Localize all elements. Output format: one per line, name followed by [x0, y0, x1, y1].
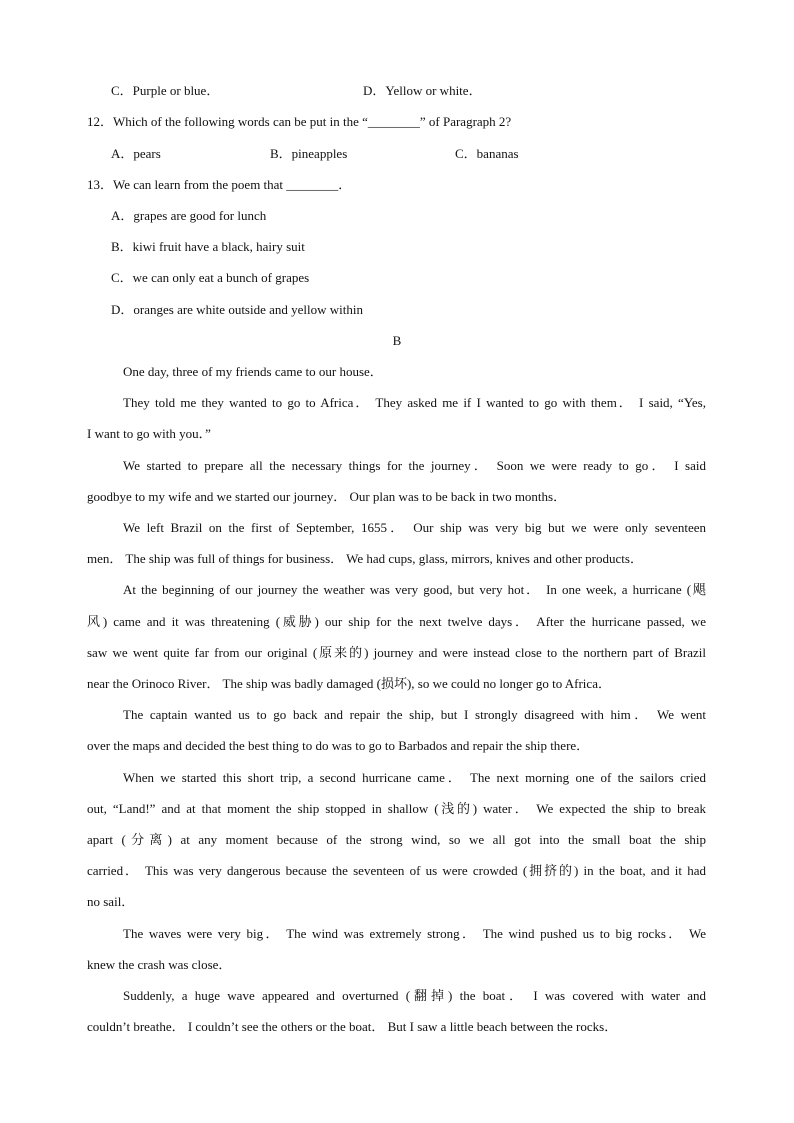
passage-line: Suddenly, a huge wave appeared and overturned (翻掉) the boat． I was covered with water and — [123, 988, 706, 1003]
passage-line: They told me they wanted to go to Africa． They asked me if I wanted to go with them． I said, “Yes, — [123, 395, 706, 410]
passage-line: I want to go with you．” — [87, 426, 211, 441]
passage-line: carried． This was very dangerous because the seventeen of us were crowded (拥挤的) in the boat, and it had — [87, 863, 706, 878]
q11-option-c: C．Purple or blue． — [111, 83, 220, 98]
q13-option-b: B．kiwi fruit have a black, hairy suit — [111, 239, 305, 254]
q12-option-a: A．pears — [111, 146, 161, 161]
section-b-heading: B — [392, 333, 402, 348]
passage-line: When we started this short trip, a second hurricane came． The next morning one of the sailors cried — [123, 770, 706, 785]
passage-line: apart (分离) at any moment because of the strong wind, so we all got into the small boat the ship — [87, 832, 706, 847]
q12-option-b: B．pineapples — [270, 146, 348, 161]
passage-line: We left Brazil on the first of September, 1655． Our ship was very big but we were only seventeen — [123, 520, 706, 535]
passage-line: At the beginning of our journey the weather was very good, but very hot． In one week, a hurricane (飓 — [123, 582, 706, 597]
passage-line: saw we went quite far from our original (原来的) journey and were instead close to the northern part of Brazil — [87, 645, 706, 660]
q13-stem: 13．We can learn from the poem that ________． — [87, 177, 352, 192]
q13-option-d: D．oranges are white outside and yellow within — [111, 302, 363, 317]
q13-option-a: A．grapes are good for lunch — [111, 208, 267, 223]
passage-line: over the maps and decided the best thing to do was to go to Barbados and repair the ship there． — [87, 738, 590, 753]
passage-line: couldn’t breathe． I couldn’t see the others or the boat． But I saw a little beach between the rocks． — [87, 1019, 618, 1034]
passage-line: The captain wanted us to go back and repair the ship, but I strongly disagreed with him． We went — [123, 707, 706, 722]
passage-line: One day, three of my friends came to our house． — [123, 364, 383, 379]
passage-line: near the Orinoco River． The ship was badly damaged (损坏), so we could no longer go to Africa． — [87, 676, 611, 691]
passage-line: goodbye to my wife and we started our journey． Our plan was to be back in two months． — [87, 489, 567, 504]
q13-option-c: C．we can only eat a bunch of grapes — [111, 270, 310, 285]
passage-line: The waves were very big． The wind was extremely strong． The wind pushed us to big rocks． We — [123, 926, 706, 941]
passage-line: men． The ship was full of things for business． We had cups, glass, mirrors, knives and other products． — [87, 551, 643, 566]
q12-option-c: C．bananas — [455, 146, 519, 161]
passage-line: We started to prepare all the necessary things for the journey． Soon we were ready to go． I said — [123, 458, 706, 473]
passage-line: 风) came and it was threatening (威胁) our ship for the next twelve days． After the hurricane passed, we — [87, 614, 706, 629]
passage-line: knew the crash was close． — [87, 957, 232, 972]
q12-stem: 12．Which of the following words can be put in the “________” of Paragraph 2? — [87, 114, 512, 129]
passage-line: no sail． — [87, 894, 135, 909]
passage-line: out, “Land!” and at that moment the ship stopped in shallow (浅的) water． We expected the ship to break — [87, 801, 706, 816]
q11-option-d: D．Yellow or white． — [363, 83, 482, 98]
